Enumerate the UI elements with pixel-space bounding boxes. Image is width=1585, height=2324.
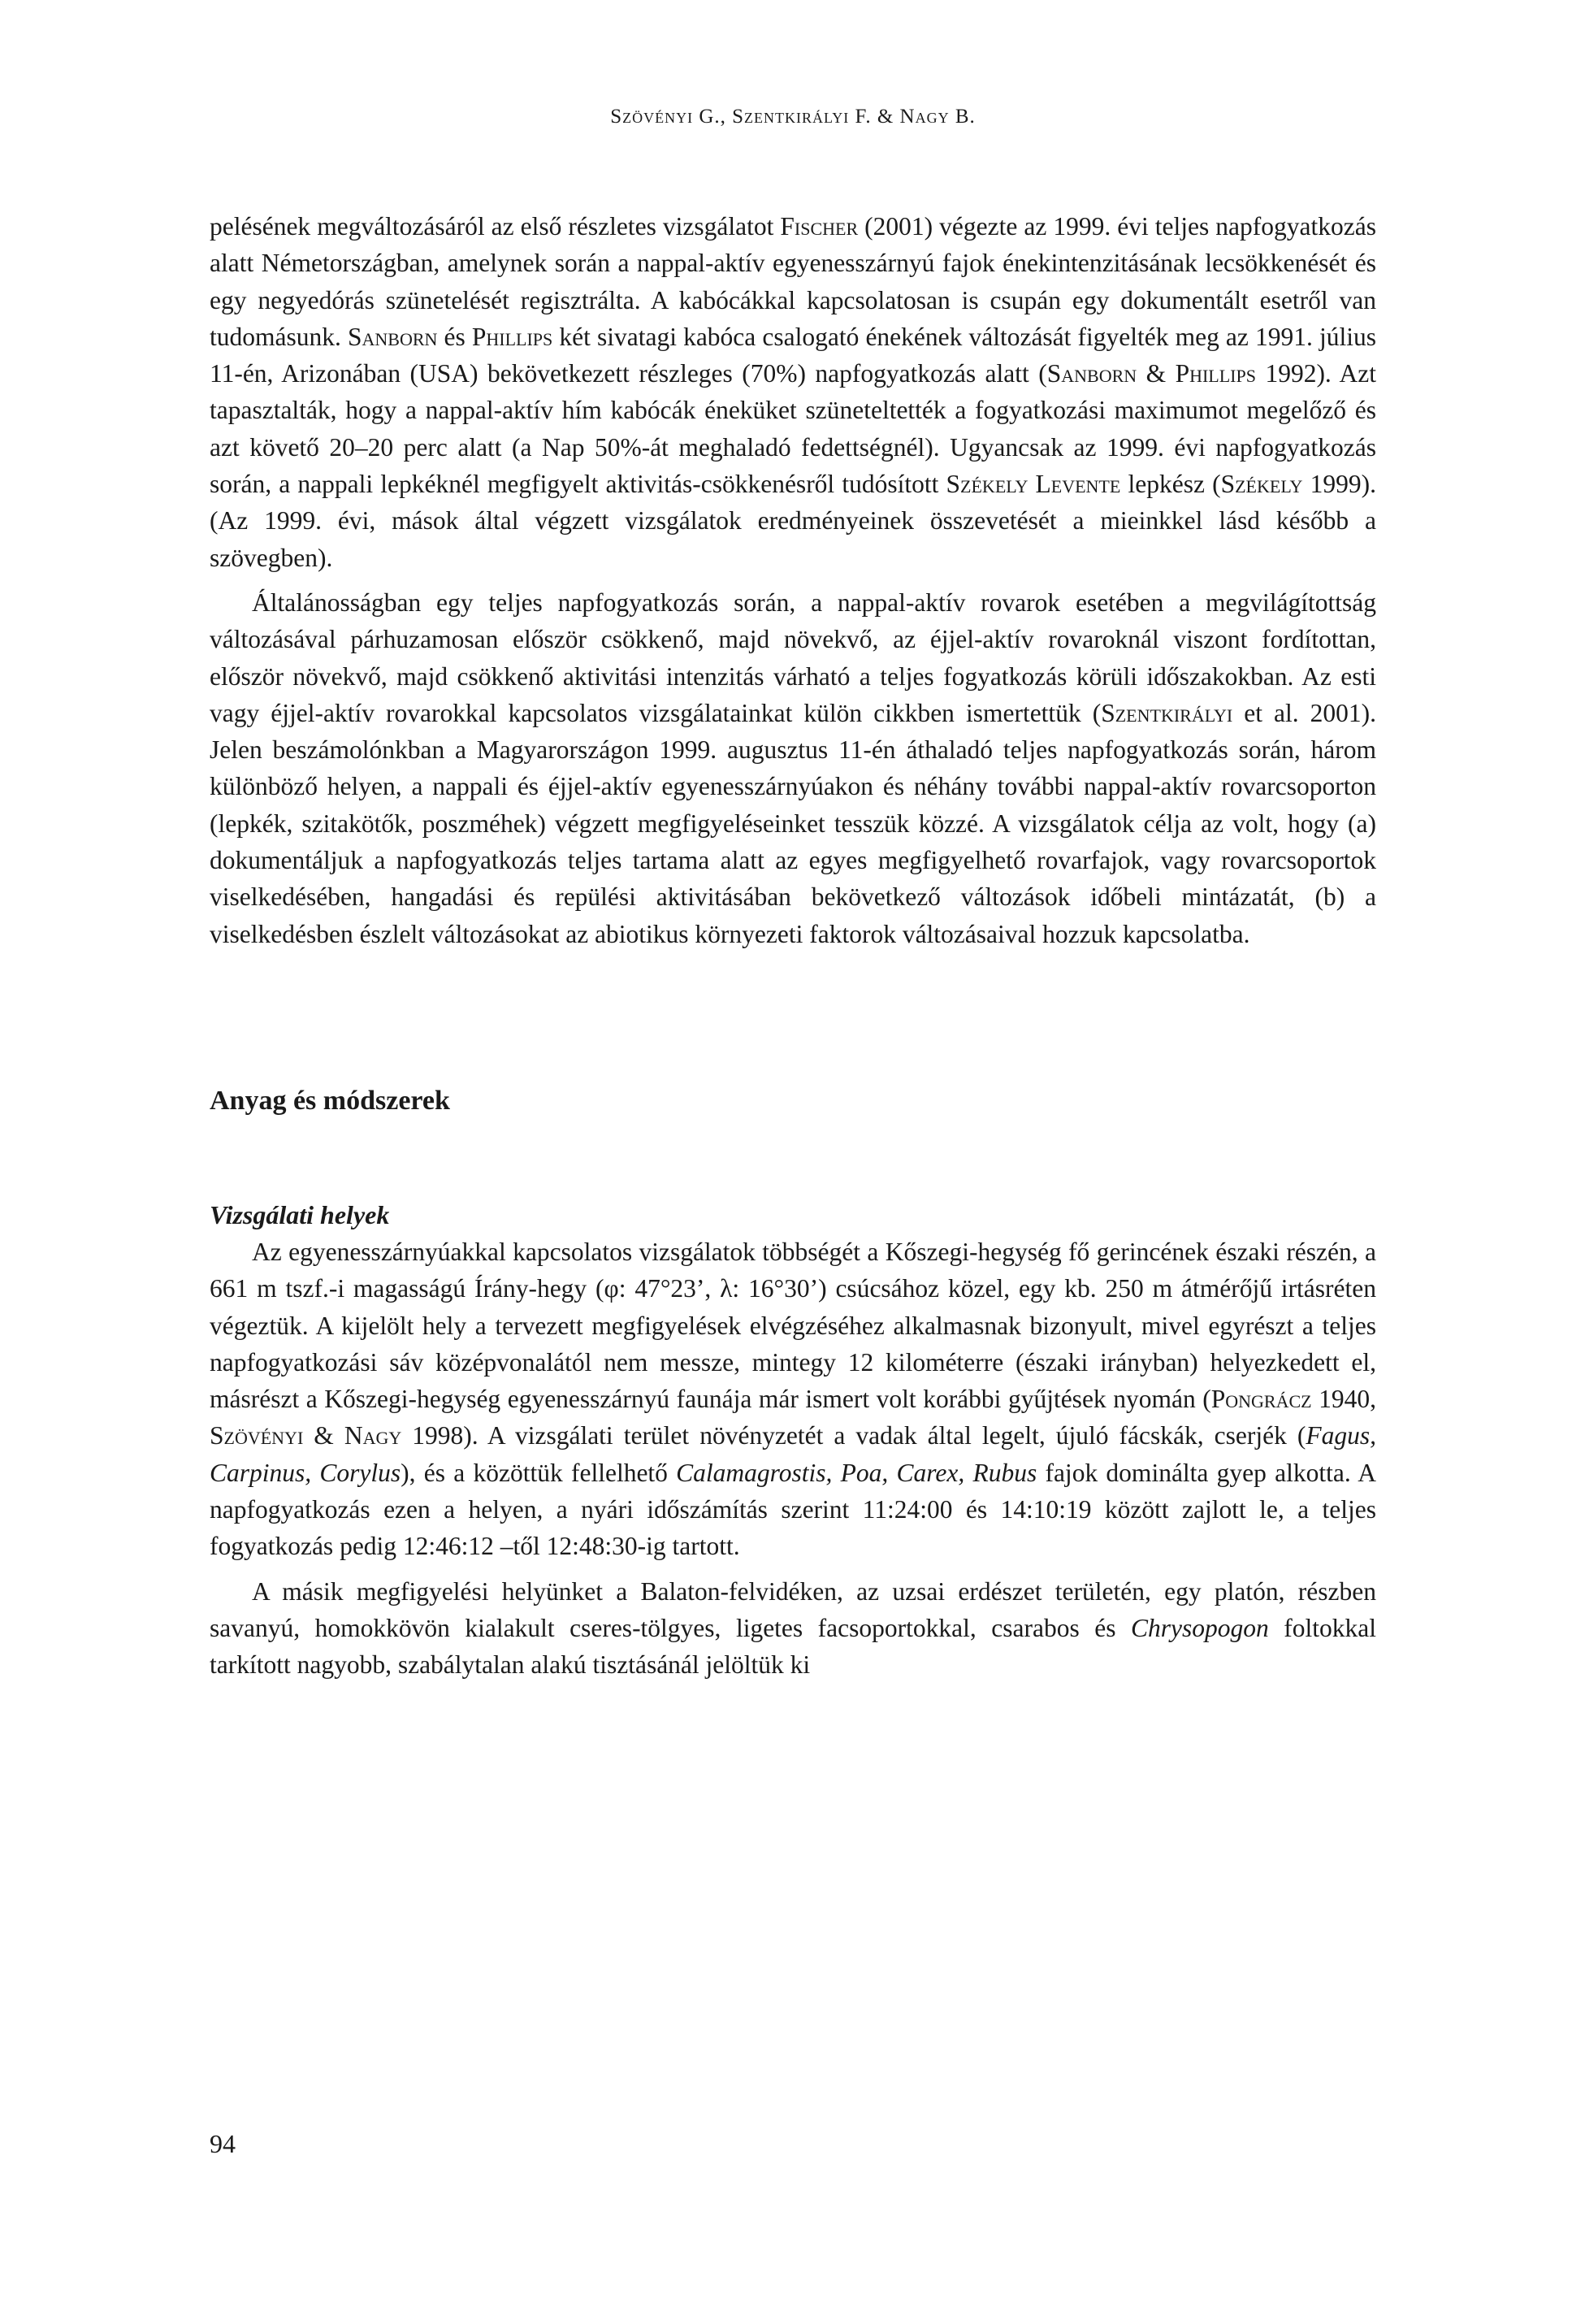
citation: Székely: [1220, 470, 1303, 499]
taxon-name: Chrysopogon: [1130, 1613, 1269, 1642]
section-title: Anyag és módszerek: [210, 1085, 450, 1116]
paper-page: [210, 106, 1376, 1684]
page-number: 94: [210, 2129, 236, 2158]
citation: Szentkirályi: [1101, 698, 1233, 727]
citation: Szövényi & Nagy: [210, 1421, 402, 1450]
methods-paragraph-1: Az egyenesszárnyúakkal kapcsolatos vizsgálatok többségét a Kőszegi-hegység fő gerincének északi részén, a 661 m tszf.-i magasságú Írány-hegy (φ: 47°23’, λ: 16°30’) csúcsához közel, egy kb. 250 m átmérőjű irtásréten végeztük. A kijelölt hely a tervezett megfigyelések elvégzéséhez alkalmasnak bizonyult, mivel egyrészt a teljes napfogyatkozási sáv középvonalától nem messze, mintegy 12 kilométerre (északi irányban) helyezkedett el, másrészt a Kőszegi-hegység egyenesszárnyú faunája már ismert volt korábbi gyűjtések nyomán (Pongrácz 1940, Szövényi & Nagy 1998). A vizsgálati terület növényzetét a vadak által legelt, újuló fácskák, cserjék (Fagus, Carpinus, Corylus), és a közöttük fellelhető Calamagrostis, Poa, Carex, Rubus fajok dominálta gyep alkotta. A napfogyatkozás ezen a helyen, a nyári időszámítás szerint 11:24:00 és 14:10:19 között zajlott le, a teljes fogyatkozás pedig 12:46:12 –től 12:48:30-ig tartott.: [210, 1237, 1376, 1561]
running-head: Szövényi G., Szentkirályi F. & Nagy B.: [610, 106, 976, 128]
methods-paragraph-2: A másik megfigyelési helyünket a Balaton-felvidéken, az uzsai erdészet területén, egy platón, részben savanyú, homokkövön kialakult cseres-tölgyes, ligetes facsoportokkal, csarabos és Chrysopogon foltokkal tarkított nagyobb, szabálytalan alakú tisztásánál jelöltük ki: [210, 1576, 1376, 1680]
taxon-names: Calamagrostis, Poa, Carex, Rubus: [676, 1458, 1037, 1487]
citation: Fischer: [780, 212, 859, 241]
citation: Phillips: [471, 322, 553, 351]
intro-paragraph-2: Általánosságban egy teljes napfogyatkozás során, a nappal-aktív rovarok esetében a megvilágítottság változásával párhuzamosan először csökkenő, majd növekvő, az éjjel-aktív rovaroknál viszont fordítottan, először növekvő, majd csökkenő aktivitási intenzitás várható a teljes fogyatkozás körüli időszakokban. Az esti vagy éjjel-aktív rovarokkal kapcsolatos vizsgálatainkat külön cikkben ismertettük (Szentkirályi et al. 2001). Jelen beszámolónkban a Magyarországon 1999. augusztus 11-én áthaladó teljes napfogyatkozás során, három különböző helyen, a nappali és éjjel-aktív egyenesszárnyúakon és néhány további nappal-aktív rovarcsoporton (lepkék, szitakötők, poszméhek) végzett megfigyeléseinket tesszük közzé. A vizsgálatok célja az volt, hogy (a) dokumentáljuk a napfogyatkozás teljes tartama alatt az egyes megfigyelhető rovarfajok, vagy rovarcsoportok viselkedésében, hangadási és repülési aktivitásában bekövetkező változások időbeli mintázatát, (b) a viselkedésben észlelt változásokat az abiotikus környezeti faktorok változásaival hozzuk kapcsolatba.: [210, 588, 1376, 948]
intro-paragraph-1: pelésének megváltozásáról az első részletes vizsgálatot Fischer (2001) végezte az 1999. évi teljes napfogyatkozás alatt Németországban, amelynek során a nappal-aktív egyenesszárnyú fajok énekintenzitásának lecsökkenését és egy negyedórás szünetelését regisztrálta. A kabócákkal kapcsolatosan is csupán egy dokumentált esetről van tudomásunk. Sanborn és Phillips két sivatagi kabóca csalogató énekének változását figyelték meg az 1991. július 11-én, Arizonában (USA) bekövetkezett részleges (70%) napfogyatkozás alatt (Sanborn & Phillips 1992). Azt tapasztalták, hogy a nappal-aktív hím kabócák éneküket szüneteltették a fogyatkozási maximumot megelőző és azt követő 20–20 perc alatt (a Nap 50%-át meghaladó fedettségnél). Ugyancsak az 1999. évi napfogyatkozás során, a nappali lepkéknél megfigyelt aktivitás-csökkenésről tudósított Székely Levente lepkész (Székely 1999). (Az 1999. évi, mások által végzett vizsgálatok eredményeinek összevetését a mieinkkel lásd később a szövegben).: [210, 212, 1377, 572]
citation: Sanborn: [347, 322, 438, 351]
citation: Székely Levente: [946, 470, 1121, 499]
subsection-title: Vizsgálati helyek: [210, 1199, 390, 1229]
taxon-names: Fagus, Carpinus, Corylus: [210, 1421, 1376, 1487]
citation: Sanborn & Phillips: [1046, 359, 1256, 388]
citation: Pongrácz: [1210, 1385, 1312, 1414]
